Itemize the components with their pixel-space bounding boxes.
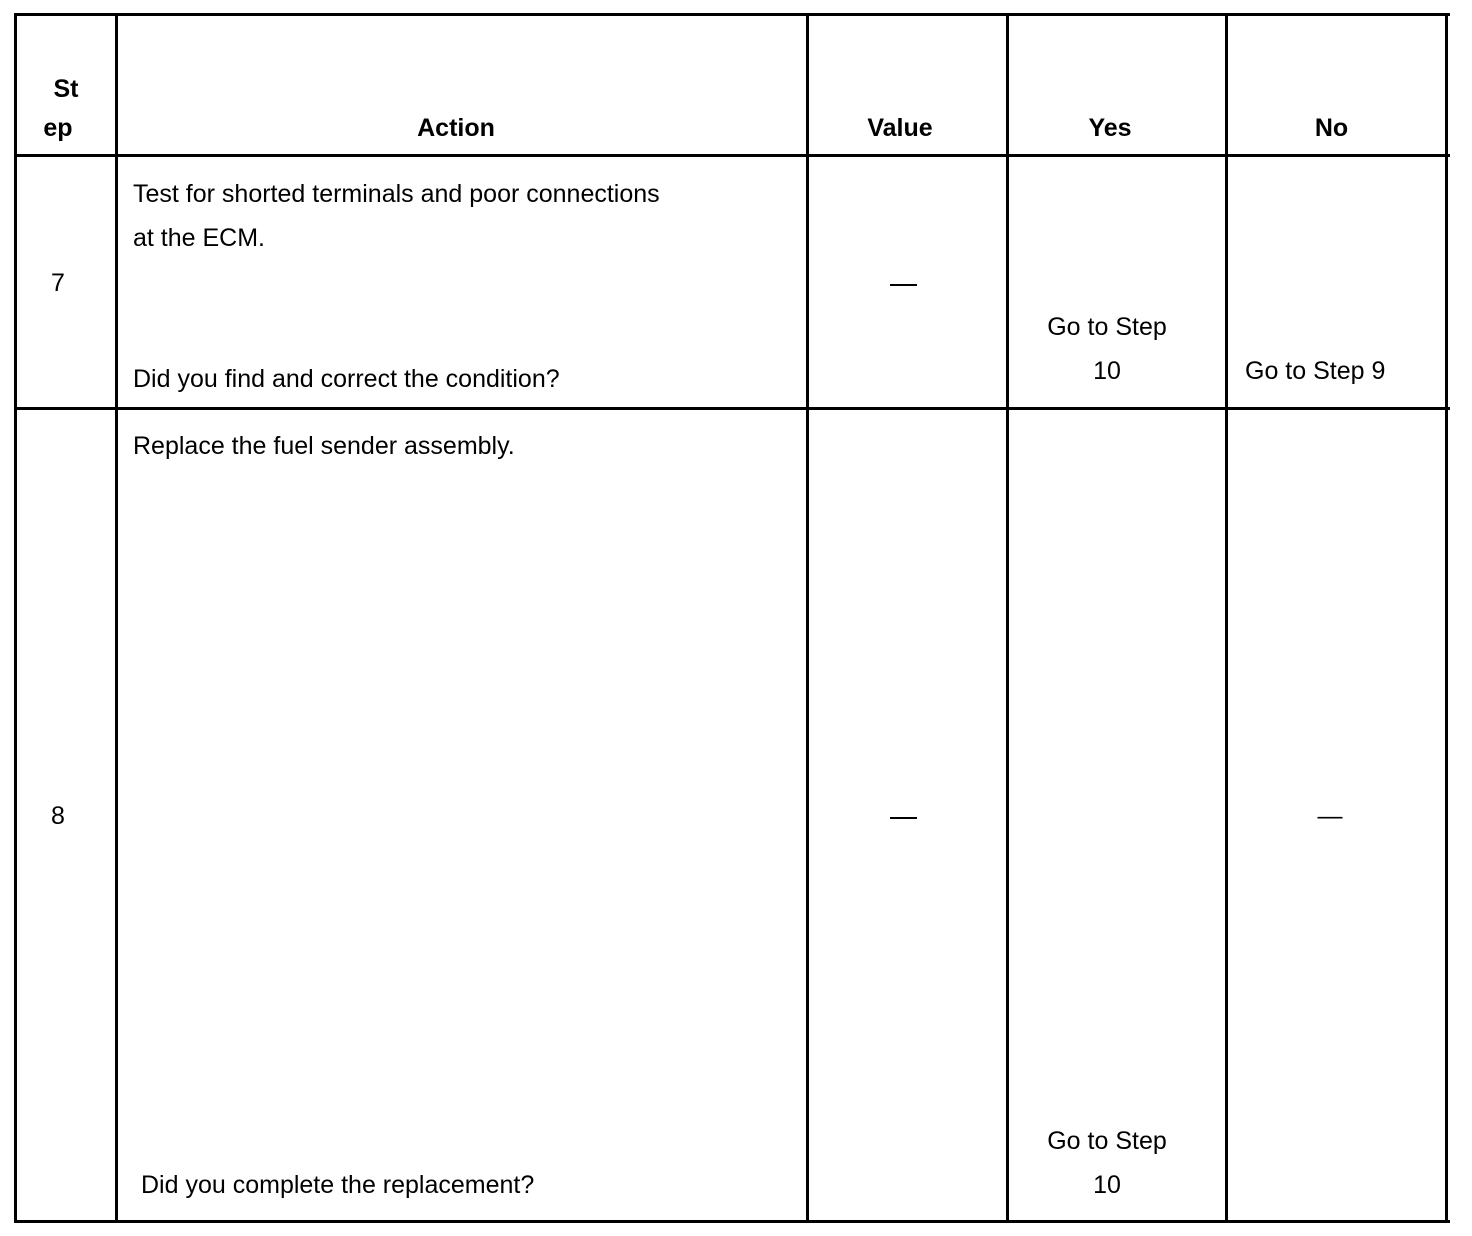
step-number-7: 7 [51,269,65,297]
header-yes: Yes [1088,114,1132,142]
yes-go-to-step-line1: Go to Step [1047,313,1167,341]
row-divider [14,407,1450,410]
action-text-line2: at the ECM. [133,224,265,252]
header-value: Value [867,114,933,142]
action-question: Did you find and correct the condition? [133,365,560,393]
header-no: No [1314,114,1349,142]
column-divider-value-yes [1006,13,1009,1223]
yes-go-to-step-line2: 10 [1093,1171,1121,1199]
yes-go-to-step-line1: Go to Step [1047,1127,1167,1155]
action-text-line1: Replace the fuel sender assembly. [133,432,515,460]
no-dash: — [1317,802,1343,830]
action-text-line1: Test for shorted terminals and poor connections [133,180,660,208]
value-dash [890,817,917,819]
column-divider-step-action [115,13,118,1223]
column-divider-yes-no [1225,13,1228,1223]
column-divider-action-value [806,13,809,1223]
value-dash [890,284,917,286]
header-step-line1: St [53,75,79,103]
table-border-top [14,13,1450,16]
no-go-to-step: Go to Step 9 [1245,357,1386,385]
table-border-left [14,13,17,1223]
step-number-8: 8 [51,802,65,830]
header-step-line2: ep [43,114,73,142]
table-border-right [1445,13,1448,1223]
yes-go-to-step-line2: 10 [1093,357,1121,385]
header-divider [14,154,1450,157]
action-question: Did you complete the replacement? [141,1171,535,1199]
table-border-bottom [14,1220,1450,1223]
header-action: Action [417,114,495,142]
